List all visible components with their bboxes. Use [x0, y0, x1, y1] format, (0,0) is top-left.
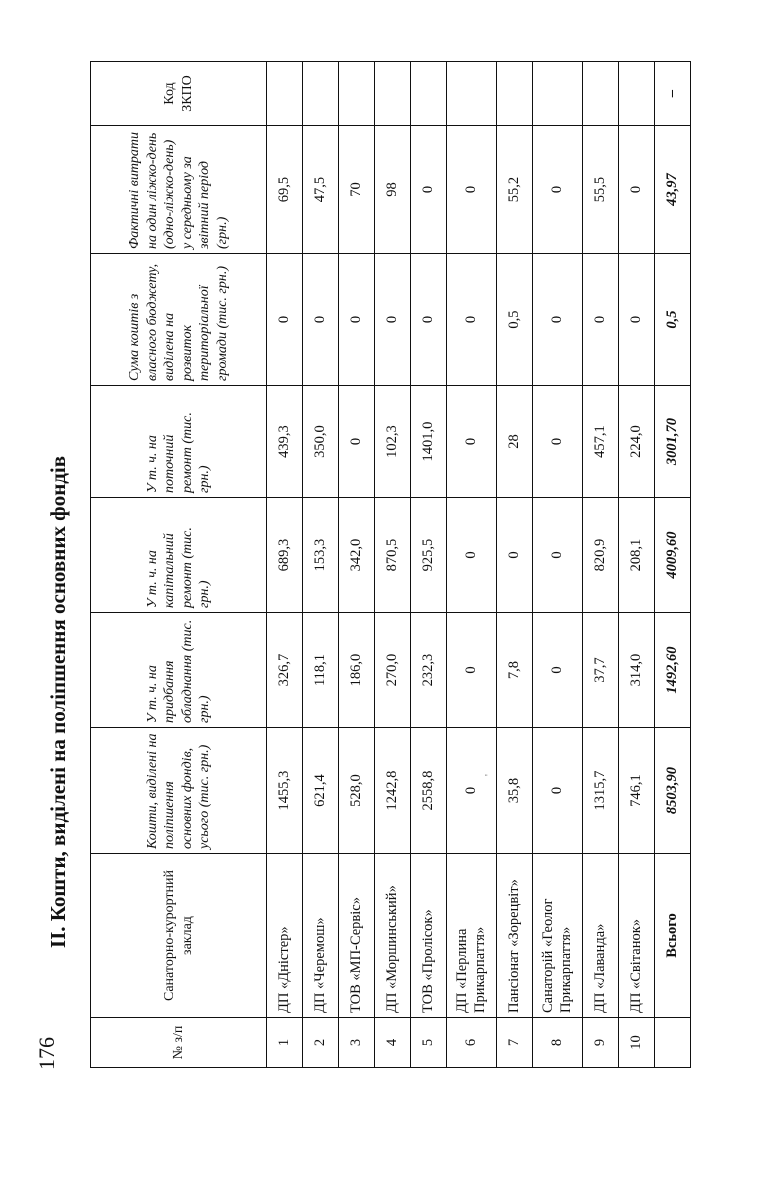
table-cell: 69,5: [267, 126, 303, 254]
table-cell: 0: [267, 254, 303, 386]
table-cell: 326,7: [267, 613, 303, 728]
table-cell: 98: [375, 126, 411, 254]
table-cell: [411, 62, 447, 126]
table-cell: 0: [583, 254, 619, 386]
table-cell: 270,0: [375, 613, 411, 728]
table-cell: 0: [447, 126, 497, 254]
table-cell: 0,5: [655, 254, 691, 386]
table-cell: 8503,90: [655, 728, 691, 854]
header-cell: Код ЗКПО: [91, 62, 267, 126]
facility-name-cell: ТОВ «Пролісок»: [411, 854, 447, 1018]
facility-name-cell: ДП «Лаванда»: [583, 854, 619, 1018]
table-cell: 3: [339, 1018, 375, 1068]
page-title: ІІ. Кошти, виділені на поліпшення основних фондів: [46, 455, 70, 949]
table-row: [583, 62, 619, 1068]
table-cell: 314,0: [619, 613, 655, 728]
table-cell: 208,1: [619, 498, 655, 613]
funds-table: [90, 61, 691, 1068]
table-cell: 7,8: [497, 613, 533, 728]
table-cell: 0: [533, 498, 583, 613]
page-number: 176: [34, 1037, 59, 1070]
table-cell: 6: [447, 1018, 497, 1068]
table-cell: 0,5: [497, 254, 533, 386]
table-cell: 342,0: [339, 498, 375, 613]
table-cell: 102,3: [375, 386, 411, 498]
header-cell: У т. ч. на капітальний ремонт (тис. грн.): [91, 498, 267, 613]
scan-mark: ': [484, 774, 495, 776]
table-cell: 28: [497, 386, 533, 498]
facility-name-cell: Пансіонат «Зорецвіт»: [497, 854, 533, 1018]
facility-name-cell: Санаторій «Геолог Прикарпаття»: [533, 854, 583, 1018]
table-cell: 1455,3: [267, 728, 303, 854]
table-row: [533, 62, 583, 1068]
table-cell: 5: [411, 1018, 447, 1068]
table-row: [447, 62, 497, 1068]
table-cell: 0: [447, 386, 497, 498]
table-cell: 746,1: [619, 728, 655, 854]
table-cell: 0: [411, 126, 447, 254]
table-cell: 0: [619, 126, 655, 254]
header-cell: У т. ч. на поточний ремонт (тис. грн.): [91, 386, 267, 498]
table-cell: 1242,8: [375, 728, 411, 854]
table-cell: 0: [447, 613, 497, 728]
table-cell: 528,0: [339, 728, 375, 854]
table-cell: 870,5: [375, 498, 411, 613]
table-cell: 224,0: [619, 386, 655, 498]
facility-name-cell: ДП «Перлина Прикарпаття»: [447, 854, 497, 1018]
table-cell: 55,5: [583, 126, 619, 254]
table-cell: [375, 62, 411, 126]
header-cell: Кошти, виділені на поліпшення основних фондів, усього (тис. грн.): [91, 728, 267, 854]
table-cell: [339, 62, 375, 126]
table-cell: 350,0: [303, 386, 339, 498]
table-row: [619, 62, 655, 1068]
table-cell: 0: [447, 728, 497, 854]
table-cell: 0: [303, 254, 339, 386]
table-cell: 35,8: [497, 728, 533, 854]
table-cell: 689,3: [267, 498, 303, 613]
table-row: [339, 62, 375, 1068]
table-cell: 55,2: [497, 126, 533, 254]
table-cell: 439,3: [267, 386, 303, 498]
table-cell: 43,97: [655, 126, 691, 254]
header-cell: У т. ч. на придбання обладнання (тис. грн.): [91, 613, 267, 728]
table-cell: 0: [497, 498, 533, 613]
table-cell: 0: [533, 126, 583, 254]
table-cell: 1: [267, 1018, 303, 1068]
table-cell: 47,5: [303, 126, 339, 254]
table-cell: 0: [339, 386, 375, 498]
table-cell: 1315,7: [583, 728, 619, 854]
table-cell: 2: [303, 1018, 339, 1068]
table-cell: 1401,0: [411, 386, 447, 498]
table-cell: 0: [375, 254, 411, 386]
table-cell: 118,1: [303, 613, 339, 728]
table-cell: [655, 1018, 691, 1068]
table-cell: [619, 62, 655, 126]
facility-name-cell: ДП «Світанок»: [619, 854, 655, 1018]
table-cell: [583, 62, 619, 126]
table-cell: 0: [447, 498, 497, 613]
facility-name-cell: ДП «Дністер»: [267, 854, 303, 1018]
table-cell: 232,3: [411, 613, 447, 728]
table-cell: 0: [533, 386, 583, 498]
table-cell: 925,5: [411, 498, 447, 613]
facility-name-cell: Всього: [655, 854, 691, 1018]
table-cell: 3001,70: [655, 386, 691, 498]
table-row: [303, 62, 339, 1068]
table-cell: 0: [533, 728, 583, 854]
table-cell: 0: [411, 254, 447, 386]
header-cell: № з/п: [91, 1018, 267, 1068]
header-row: [91, 62, 267, 1068]
table-cell: –: [655, 62, 691, 126]
table-cell: 153,3: [303, 498, 339, 613]
facility-name-cell: ДП «Черемош»: [303, 854, 339, 1018]
table-cell: 4009,60: [655, 498, 691, 613]
table-row: [375, 62, 411, 1068]
header-cell: Санаторно-курортний заклад: [91, 854, 267, 1018]
table-cell: [303, 62, 339, 126]
table-cell: 457,1: [583, 386, 619, 498]
table-cell: 621,4: [303, 728, 339, 854]
table-cell: 0: [533, 254, 583, 386]
table-cell: 7: [497, 1018, 533, 1068]
table-cell: 70: [339, 126, 375, 254]
table-cell: 0: [447, 254, 497, 386]
table-cell: 820,9: [583, 498, 619, 613]
table-cell: 8: [533, 1018, 583, 1068]
header-cell: Фактичні витрати на один ліжко-день (одно-ліжко-день) у середньому за звітний період (грн.): [91, 126, 267, 254]
table-cell: 9: [583, 1018, 619, 1068]
facility-name-cell: ТОВ «МП-Сервіс»: [339, 854, 375, 1018]
total-row: [655, 62, 691, 1068]
table-cell: 1492,60: [655, 613, 691, 728]
table-cell: [497, 62, 533, 126]
facility-name-cell: ДП «Моршинський»: [375, 854, 411, 1018]
table-cell: 0: [339, 254, 375, 386]
table-cell: [447, 62, 497, 126]
table-cell: 0: [619, 254, 655, 386]
header-cell: Сума коштів з власного бюджету, виділена на розвиток територіальної громади (тис. грн.): [91, 254, 267, 386]
table-cell: [533, 62, 583, 126]
table-row: [267, 62, 303, 1068]
table-cell: 2558,8: [411, 728, 447, 854]
table-cell: [267, 62, 303, 126]
table-cell: 4: [375, 1018, 411, 1068]
table-row: [497, 62, 533, 1068]
table-row: [411, 62, 447, 1068]
table-cell: 10: [619, 1018, 655, 1068]
table-cell: 0: [533, 613, 583, 728]
table-cell: 186,0: [339, 613, 375, 728]
table-cell: 37,7: [583, 613, 619, 728]
